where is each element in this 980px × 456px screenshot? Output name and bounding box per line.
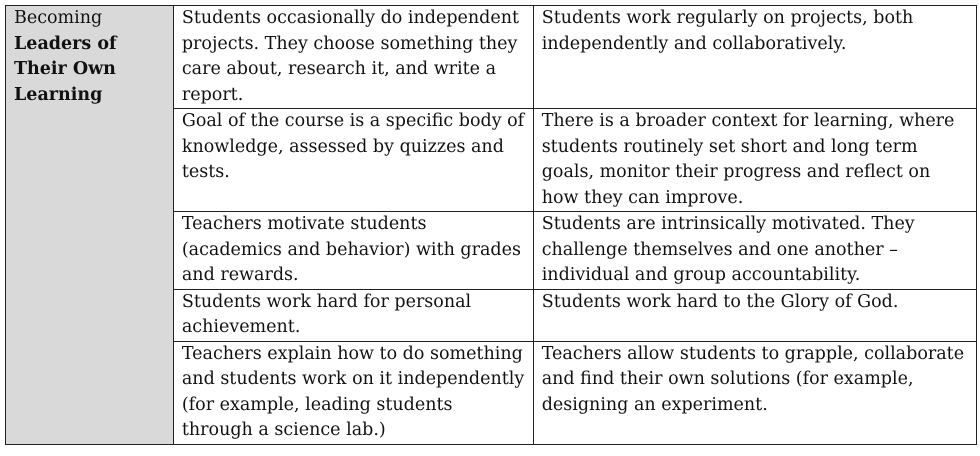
transformed-practice-cell: There is a broader context for learning, where students routinely set short and long term goals, monitor their progress and reflect on how they can improve. (533, 109, 976, 212)
category-prefix: Becoming (14, 8, 103, 28)
rubric-table (5, 5, 977, 445)
traditional-practice-cell: Students occasionally do independent projects. They choose something they care about, research it, and write a report. (173, 6, 533, 109)
table-row (6, 6, 977, 109)
traditional-practice-cell: Teachers motivate students (academics and behavior) with grades and rewards. (173, 212, 533, 290)
transformed-practice-cell: Students are intrinsically motivated. They challenge themselves and one another – individual and group accountability. (533, 212, 976, 290)
transformed-practice-cell: Students work regularly on projects, both independently and collaboratively. (533, 6, 976, 109)
transformed-practice-cell: Students work hard to the Glory of God. (533, 289, 976, 341)
traditional-practice-cell: Teachers explain how to do something and students work on it independently (for example, leading students through a science lab.) (173, 341, 533, 444)
category-title-line: Leaders of (14, 33, 117, 54)
category-title-line: Their Own (14, 59, 116, 79)
traditional-practice-cell: Goal of the course is a specific body of knowledge, assessed by quizzes and tests. (173, 109, 533, 212)
transformed-practice-cell: Teachers allow students to grapple, collaborate and find their own solutions (for example, designing an experiment. (533, 341, 976, 444)
category-title-line: Learning (14, 84, 103, 105)
traditional-practice-cell: Students work hard for personal achievement. (173, 289, 533, 341)
category-cell (6, 6, 174, 445)
